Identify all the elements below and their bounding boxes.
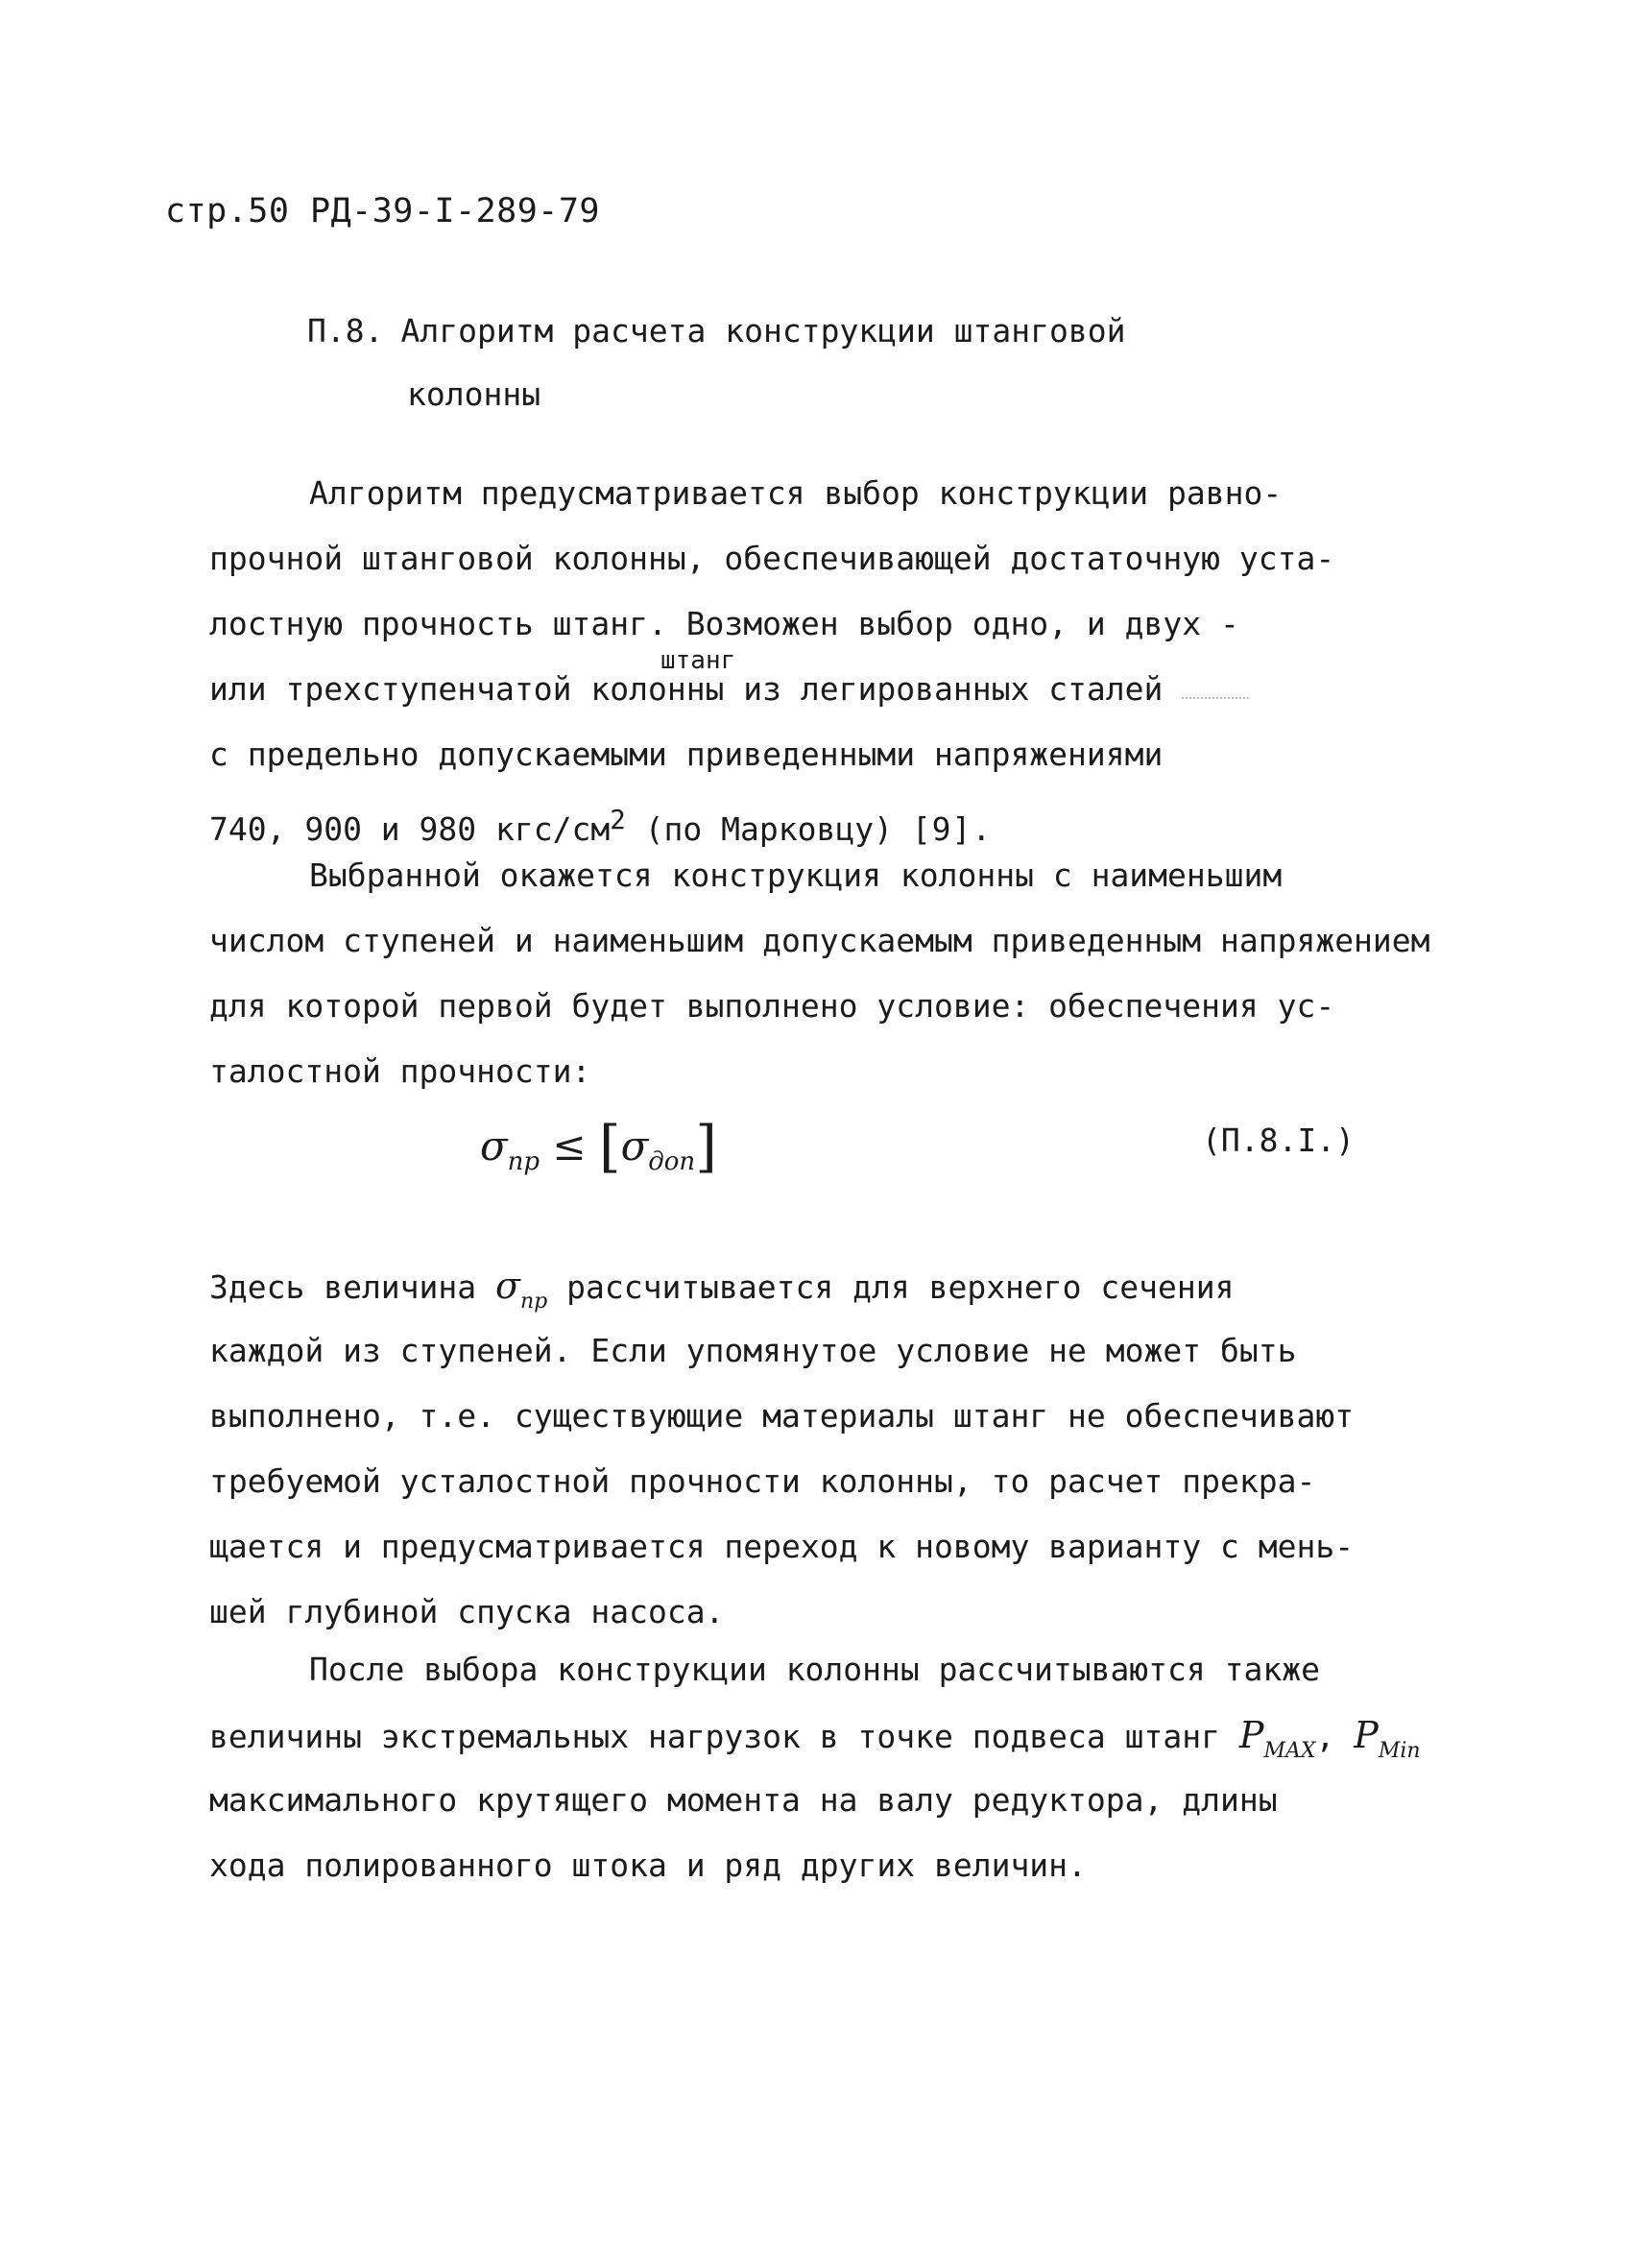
paragraph-line: талостной прочности: <box>209 1052 591 1090</box>
paragraph-text: , <box>1315 1718 1355 1755</box>
math-symbol: P <box>1238 1714 1264 1756</box>
paragraph-line: Алгоритм предусматривается выбор конструкции равно- <box>309 474 1283 512</box>
paragraph-text: (по Марковцу) <box>625 810 912 848</box>
section-title-line1: Алгоритм расчета конструкции штанговой <box>400 312 1126 350</box>
inserted-word: штанг <box>660 646 736 675</box>
handwritten-insertion <box>209 646 736 722</box>
math-subscript: MAX <box>1263 1739 1316 1763</box>
paragraph-1 <box>209 461 1476 853</box>
section-title <box>307 300 1125 426</box>
paragraph-line: выполнено, т.е. существующие материалы штанг не обеспечивают <box>209 1397 1355 1435</box>
math-symbol: σ <box>495 1265 520 1307</box>
formula-rhs-symbol: σ <box>620 1122 649 1170</box>
paragraph-line: каждой из ступеней. Если упомянутое условие не может быть <box>209 1332 1297 1369</box>
paragraph-2 <box>209 843 1476 1104</box>
math-subscript: пр <box>519 1290 548 1314</box>
section-title-line2: колонны <box>407 375 541 413</box>
paragraph-text: рассчитывается для верхнего сечения <box>547 1268 1235 1306</box>
page-header: стр.50 РД-39-I-289-79 <box>165 192 601 230</box>
paragraph-text: или трехступенчатой колонны <box>209 670 725 708</box>
paragraph-4 <box>209 1637 1476 1898</box>
ink-smudge <box>1182 684 1249 699</box>
formula-relation: ≤ <box>552 1122 587 1170</box>
paragraph-line <box>209 1253 1476 1318</box>
paragraph-line: лостную прочность штанг. Возможен выбор одно, и двух - <box>209 605 1239 642</box>
paragraph-text: величины экстремальных нагрузок в точке подвеса штанг <box>209 1718 1239 1755</box>
paragraph-text: из легированных сталей <box>724 670 1164 708</box>
paragraph-line: хода полированного штока и ряд других величин. <box>209 1846 1087 1884</box>
paragraph-line: прочной штанговой колонны, обеспечивающей достаточную уста- <box>209 540 1335 577</box>
reference-citation: [9] <box>911 810 972 848</box>
paragraph-text: . <box>972 810 992 848</box>
superscript: 2 <box>610 805 626 835</box>
paragraph-line: с предельно допускаемыми приведенными напряжениями <box>209 736 1164 773</box>
paragraph-line: числом ступеней и наименьшим допускаемым приведенным напряжением <box>209 922 1430 959</box>
paragraph-line: Выбранной окажется конструкция колонны с наименьшим <box>309 857 1283 894</box>
math-subscript: Min <box>1378 1739 1421 1763</box>
paragraph-line: для которой первой будет выполнено условие: обеспечения ус- <box>209 987 1335 1025</box>
inline-math-pmin <box>1354 1714 1421 1763</box>
formula-lhs-symbol: σ <box>480 1122 508 1170</box>
formula-close-bracket: ] <box>695 1114 717 1179</box>
paragraph-line <box>209 1702 1476 1768</box>
formula-rhs-subscript: доп <box>648 1147 696 1176</box>
paragraph-text: Здесь величина <box>209 1268 496 1306</box>
paragraph-text: 740, 900 и 980 кгс/см <box>209 810 611 848</box>
formula-stress-condition <box>480 1114 717 1179</box>
formula-lhs-subscript: пр <box>507 1147 540 1176</box>
paragraph-3 <box>209 1253 1476 1645</box>
paragraph-line: шей глубиной спуска насоса. <box>209 1593 725 1630</box>
paragraph-line: требуемой усталостной прочности колонны, то расчет прекра- <box>209 1462 1316 1500</box>
inline-math-symbol <box>495 1265 548 1314</box>
math-symbol: P <box>1354 1714 1379 1756</box>
formula-open-bracket: [ <box>598 1114 621 1179</box>
paragraph-line: максимального крутящего момента на валу редуктора, длины <box>209 1781 1278 1819</box>
inline-math-pmax <box>1238 1714 1316 1763</box>
paragraph-line: щается и предусматривается переход к новому варианту с мень- <box>209 1528 1355 1565</box>
paragraph-line <box>209 646 1476 722</box>
paragraph-line: После выбора конструкции колонны рассчитываются также <box>309 1651 1320 1688</box>
equation-number: (П.8.I.) <box>1202 1122 1355 1159</box>
section-number: П.8. <box>307 312 384 350</box>
